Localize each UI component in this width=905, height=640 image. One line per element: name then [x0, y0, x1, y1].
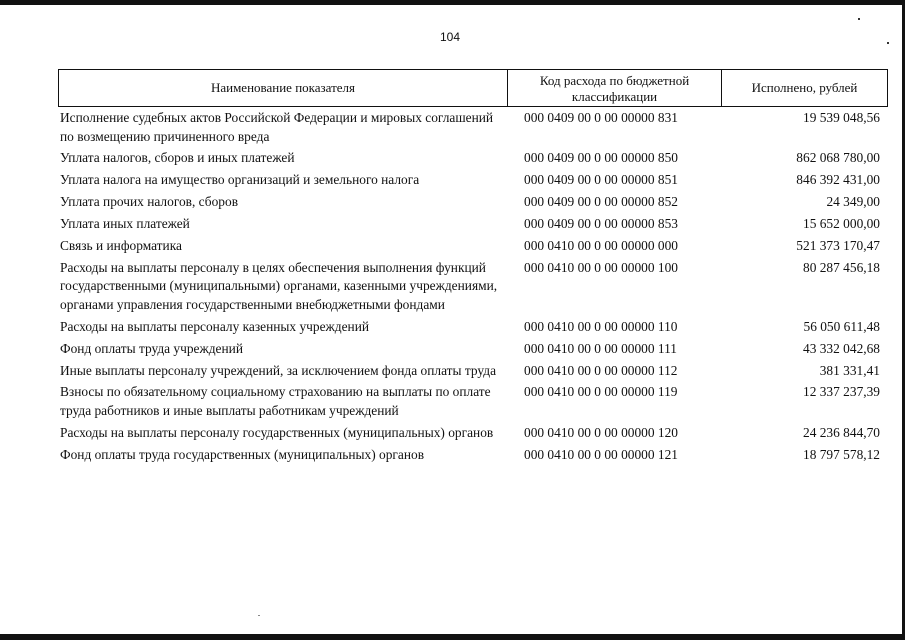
row-amount: 24 236 844,70	[803, 424, 880, 440]
row-amount: 12 337 237,39	[803, 384, 880, 400]
table-row	[60, 340, 886, 359]
row-name: Уплата налога на имущество организаций и земельного налога	[60, 172, 420, 188]
row-amount: 862 068 780,00	[796, 150, 880, 166]
row-code: 000 0409 00 0 00 00000 852	[524, 194, 678, 210]
scan-speck	[258, 615, 260, 616]
row-name: Иные выплаты персоналу учреждений, за исключением фонда оплаты труда	[60, 362, 497, 378]
header-amount-column: Исполнено, рублей	[751, 80, 858, 95]
row-name: Связь и информатика	[60, 237, 182, 253]
row-name: Взносы по обязательному социальному страхованию на выплаты по оплате труда работников и иные выплаты работникам учреждений	[60, 384, 491, 418]
header-code-column: Код расхода по бюджетной классификации	[508, 70, 722, 106]
row-code: 000 0410 00 0 00 00000 121	[524, 446, 678, 462]
table-row	[60, 424, 886, 443]
table-row	[60, 109, 886, 146]
row-code: 000 0410 00 0 00 00000 100	[524, 259, 678, 275]
row-name: Расходы на выплаты персоналу казенных учреждений	[60, 318, 370, 334]
scan-speck	[887, 42, 889, 44]
row-code: 000 0410 00 0 00 00000 110	[524, 318, 678, 334]
row-amount: 15 652 000,00	[803, 216, 880, 232]
table-body	[60, 109, 886, 468]
row-name: Фонд оплаты труда учреждений	[60, 340, 244, 356]
row-amount: 80 287 456,18	[803, 259, 880, 275]
table-row	[60, 446, 886, 465]
row-amount: 521 373 170,47	[796, 237, 880, 253]
table-row	[60, 237, 886, 256]
row-code: 000 0410 00 0 00 00000 000	[524, 237, 678, 253]
row-code: 000 0410 00 0 00 00000 120	[524, 424, 678, 440]
table-row	[60, 149, 886, 168]
row-amount: 56 050 611,48	[803, 318, 880, 334]
row-name: Расходы на выплаты персоналу в целях обеспечения выполнения функций государственными (муниципальными) органами, казенными учреждениями, органами управления государственными внебюджетными фондами	[60, 259, 498, 312]
table-header	[58, 69, 888, 107]
row-name: Уплата иных платежей	[60, 216, 190, 232]
row-name: Уплата налогов, сборов и иных платежей	[60, 150, 295, 166]
row-code: 000 0410 00 0 00 00000 111	[524, 340, 677, 356]
table-row	[60, 215, 886, 234]
page-bottom-border	[0, 634, 905, 640]
row-name: Фонд оплаты труда государственных (муниципальных) органов	[60, 446, 425, 462]
row-name: Расходы на выплаты персоналу государственных (муниципальных) органов	[60, 424, 494, 440]
row-amount: 43 332 042,68	[803, 340, 880, 356]
row-amount: 846 392 431,00	[796, 172, 880, 188]
row-amount: 24 349,00	[826, 194, 880, 210]
row-amount: 18 797 578,12	[803, 446, 880, 462]
row-amount: 381 331,41	[819, 362, 880, 378]
scan-speck	[858, 18, 860, 20]
table-row	[60, 362, 886, 381]
table-row	[60, 318, 886, 337]
row-code: 000 0409 00 0 00 00000 853	[524, 216, 678, 232]
row-name: Уплата прочих налогов, сборов	[60, 194, 239, 210]
page-top-border	[0, 0, 905, 5]
table-row	[60, 259, 886, 315]
row-amount: 19 539 048,56	[803, 110, 880, 125]
row-code: 000 0410 00 0 00 00000 119	[524, 384, 678, 400]
row-code: 000 0409 00 0 00 00000 850	[524, 150, 678, 166]
table-row	[60, 171, 886, 190]
header-name-column: Наименование показателя	[59, 70, 508, 106]
page-number: 104	[440, 30, 461, 44]
row-code: 000 0410 00 0 00 00000 112	[524, 362, 678, 378]
row-code: 000 0409 00 0 00 00000 851	[524, 172, 678, 188]
table-row	[60, 193, 886, 212]
row-name: Исполнение судебных актов Российской Федерации и мировых соглашений по возмещению причиненного вреда	[60, 110, 494, 144]
table-row	[60, 383, 886, 420]
row-code: 000 0409 00 0 00 00000 831	[524, 110, 678, 125]
